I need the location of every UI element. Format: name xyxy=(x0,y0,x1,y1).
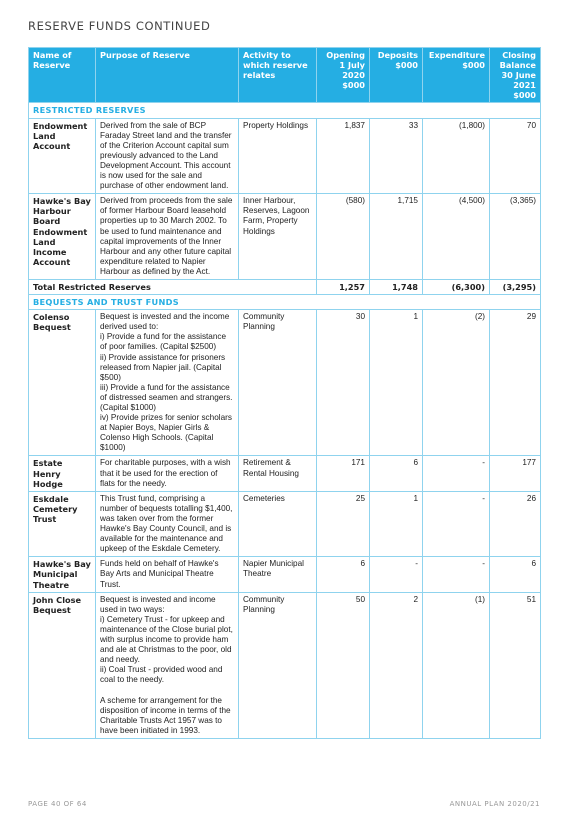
reserve-activity: Inner Harbour, Reserves, Lagoon Farm, Property Holdings xyxy=(239,194,317,280)
total-opening: 1,257 xyxy=(317,279,370,294)
purpose-paragraph: Derived from proceeds from the sale of former Harbour Board leasehold properties up to 30 March 2002. To be used to fund maintenance and capital improvements of the Inner Harbour and any other future capital expenditure related to Napier Harbour as defined by the Act. xyxy=(100,196,233,276)
reserve-activity: Cemeteries xyxy=(239,491,317,557)
table-row xyxy=(29,491,541,557)
opening-balance: 171 xyxy=(317,456,370,491)
page-number: PAGE 40 OF 64 xyxy=(28,800,87,808)
reserve-purpose xyxy=(96,310,239,456)
purpose-paragraph: A scheme for arrangement for the disposition of income in terms of the Charitable Trusts Act 1957 was to have been initiated in 1993. xyxy=(100,695,231,735)
col-header-activity: Activity to which reserve relates xyxy=(239,48,317,103)
section-restricted-reserves xyxy=(29,103,541,118)
closing-balance: 6 xyxy=(490,557,541,592)
col-header-purpose: Purpose of Reserve xyxy=(96,48,239,103)
table-row xyxy=(29,456,541,491)
section-title: BEQUESTS AND TRUST FUNDS xyxy=(29,295,541,310)
opening-balance: 50 xyxy=(317,592,370,738)
expenditure-value: - xyxy=(423,456,490,491)
closing-balance: 26 xyxy=(490,491,541,557)
opening-balance: 30 xyxy=(317,310,370,456)
purpose-paragraph: iv) Provide prizes for senior scholars at Napier Boys, Napier Girls & Colenso High Schools. (Capital $1000) xyxy=(100,413,232,453)
reserve-activity: Napier Municipal Theatre xyxy=(239,557,317,592)
expenditure-value: (1,800) xyxy=(423,118,490,194)
table-row xyxy=(29,557,541,592)
reserve-name: Colenso Bequest xyxy=(29,310,96,456)
purpose-paragraph: Bequest is invested and the income derived used to: xyxy=(100,312,230,332)
closing-balance: 70 xyxy=(490,118,541,194)
opening-balance: (580) xyxy=(317,194,370,280)
section-bequests-trust-funds xyxy=(29,295,541,310)
reserve-purpose xyxy=(96,557,239,592)
reserve-purpose xyxy=(96,491,239,557)
reserve-activity: Retirement & Rental Housing xyxy=(239,456,317,491)
reserve-name: John Close Bequest xyxy=(29,592,96,738)
deposits-value: 6 xyxy=(370,456,423,491)
deposits-value: 1 xyxy=(370,310,423,456)
purpose-paragraph: For charitable purposes, with a wish that it be used for the erection of flats for the needy. xyxy=(100,458,231,488)
table-row xyxy=(29,118,541,194)
deposits-value: 2 xyxy=(370,592,423,738)
total-label: Total Restricted Reserves xyxy=(29,279,317,294)
document-title: ANNUAL PLAN 2020/21 xyxy=(449,800,540,808)
deposits-value: - xyxy=(370,557,423,592)
opening-balance: 1,837 xyxy=(317,118,370,194)
opening-balance: 6 xyxy=(317,557,370,592)
deposits-value: 1 xyxy=(370,491,423,557)
purpose-paragraph: ii) Coal Trust - provided wood and coal to the needy. xyxy=(100,665,223,685)
reserve-name: Hawke's Bay Harbour Board Endowment Land Income Account xyxy=(29,194,96,280)
deposits-value: 33 xyxy=(370,118,423,194)
closing-balance: 51 xyxy=(490,592,541,738)
expenditure-value: (4,500) xyxy=(423,194,490,280)
expenditure-value: - xyxy=(423,491,490,557)
purpose-paragraph: i) Cemetery Trust - for upkeep and maintenance of the Close burial plot, with surplus income to provide ham and ale at Christmas to the poor, old and needy. xyxy=(100,614,233,665)
closing-balance: 29 xyxy=(490,310,541,456)
total-restricted-row xyxy=(29,279,541,294)
total-closing: (3,295) xyxy=(490,279,541,294)
col-header-expenditure: Expenditure $000 xyxy=(423,48,490,103)
closing-balance: 177 xyxy=(490,456,541,491)
header-row xyxy=(29,48,541,103)
table-row xyxy=(29,194,541,280)
reserve-purpose xyxy=(96,118,239,194)
closing-balance: (3,365) xyxy=(490,194,541,280)
table-row xyxy=(29,310,541,456)
purpose-paragraph: Bequest is invested and income used in two ways: xyxy=(100,594,216,614)
reserve-activity: Community Planning xyxy=(239,310,317,456)
reserve-name: Hawke's Bay Municipal Theatre xyxy=(29,557,96,592)
opening-balance: 25 xyxy=(317,491,370,557)
reserve-purpose xyxy=(96,194,239,280)
expenditure-value: - xyxy=(423,557,490,592)
deposits-value: 1,715 xyxy=(370,194,423,280)
col-header-name: Name of Reserve xyxy=(29,48,96,103)
page-heading: RESERVE FUNDS CONTINUED xyxy=(28,19,211,33)
col-header-opening: Opening 1 July 2020 $000 xyxy=(317,48,370,103)
purpose-paragraph: ii) Provide assistance for prisoners released from Napier jail. (Capital $500) xyxy=(100,352,226,382)
expenditure-value: (2) xyxy=(423,310,490,456)
reserve-funds-table xyxy=(28,47,541,739)
purpose-paragraph: This Trust fund, comprising a number of bequests totalling $1,400, was taken over from the former Hawke's Bay County Council, and is available for the maintenance and upkeep of the Eskdale Cemetery. xyxy=(100,493,233,554)
reserve-purpose xyxy=(96,592,239,738)
col-header-deposits: Deposits $000 xyxy=(370,48,423,103)
purpose-paragraph: i) Provide a fund for the assistance of poor families. (Capital $2500) xyxy=(100,332,227,352)
reserve-name: Endowment Land Account xyxy=(29,118,96,194)
purpose-paragraph: iii) Provide a fund for the assistance of distressed seamen and strangers. (Capital $1000) xyxy=(100,382,233,412)
table-row xyxy=(29,592,541,738)
reserve-purpose xyxy=(96,456,239,491)
col-header-closing: Closing Balance 30 June 2021 $000 xyxy=(490,48,541,103)
total-expenditure: (6,300) xyxy=(423,279,490,294)
reserve-name: Eskdale Cemetery Trust xyxy=(29,491,96,557)
purpose-paragraph: Derived from the sale of BCP Faraday Street land and the transfer of the Criterion Account capital sum previously advanced to the Land Development Account. This account is now used for the sale and purchase of other endowment land. xyxy=(100,120,232,191)
reserve-activity: Community Planning xyxy=(239,592,317,738)
purpose-paragraph: Funds held on behalf of Hawke's Bay Arts and Municipal Theatre Trust. xyxy=(100,559,219,589)
expenditure-value: (1) xyxy=(423,592,490,738)
total-deposits: 1,748 xyxy=(370,279,423,294)
purpose-paragraph xyxy=(100,685,234,695)
reserve-activity: Property Holdings xyxy=(239,118,317,194)
section-title: RESTRICTED RESERVES xyxy=(29,103,541,118)
reserve-name: Estate Henry Hodge xyxy=(29,456,96,491)
